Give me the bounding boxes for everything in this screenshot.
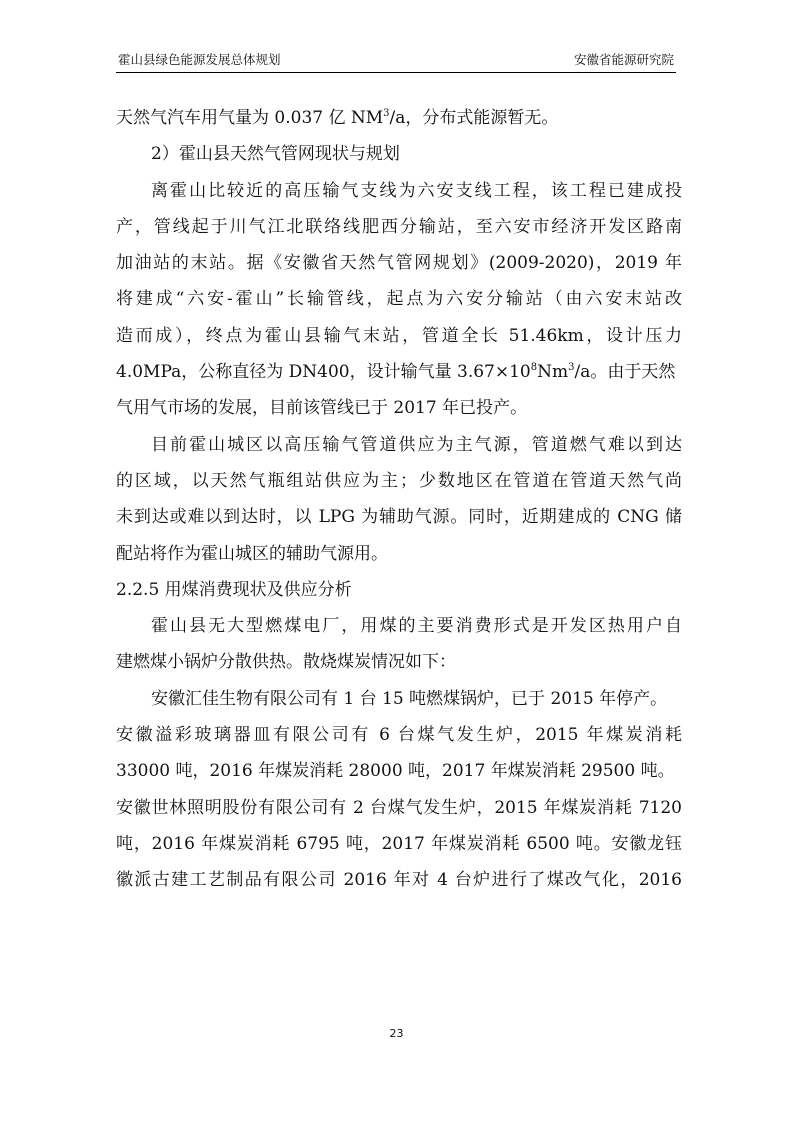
text-segment: Nm — [537, 362, 569, 383]
paragraph-line: 安徽汇佳生物有限公司有 1 台 15 吨燃煤锅炉，已于 2015 年停产。 — [151, 688, 668, 709]
paragraph-line: 造而成），终点为霍山县输气末站，管道全长 51.46km，设计压力 — [116, 325, 682, 346]
document-body — [116, 100, 682, 899]
paragraph-line: 配站将作为霍山城区的辅助气源用。 — [116, 543, 388, 564]
text-segment: 天然气汽车用气量为 0.037 亿 NM — [116, 108, 384, 128]
paragraph-line: 霍山县无大型燃煤电厂，用煤的主要消费形式是开发区热用户自 — [151, 616, 682, 637]
paragraph-line: 的区域，以天然气瓶组站供应为主；少数地区在管道在管道天然气尚 — [116, 470, 682, 491]
paragraph-line: 加油站的末站。据《安徽省天然气管网规划》(2009-2020)，2019 年 — [116, 253, 682, 274]
header-title: 霍山县绿色能源发展总体规划 — [118, 52, 281, 67]
paragraph-line: 离霍山比较近的高压输气支线为六安支线工程，该工程已建成投 — [151, 180, 682, 201]
paragraph-line — [116, 354, 682, 390]
paragraph-line: 安徽溢彩玻璃器皿有限公司有 6 台煤气发生炉，2015 年煤炭消耗 — [116, 725, 682, 746]
paragraph-line: 将建成“六安-霍山”长输管线，起点为六安分输站（由六安末站改 — [116, 289, 682, 310]
paragraph-line: 目前霍山城区以高压输气管道供应为主气源，管道燃气难以到达 — [151, 434, 682, 455]
text-segment: 4.0MPa，公称直径为 DN400，设计输气量 3.67×10 — [116, 362, 531, 383]
paragraph-line: 未到达或难以到达时，以 LPG 为辅助气源。同时，近期建成的 CNG 储 — [116, 507, 682, 528]
text-line — [116, 100, 682, 136]
paragraph-line: 建燃煤小锅炉分散供热。散烧煤炭情况如下： — [116, 652, 456, 673]
paragraph-line: 吨，2016 年煤炭消耗 6795 吨，2017 年煤炭消耗 6500 吨。安徽龙钰 — [116, 833, 682, 854]
paragraph-line: 气用气市场的发展，目前该管线已于 2017 年已投产。 — [116, 398, 528, 419]
page-header — [116, 50, 676, 73]
text-segment: /a。由于天然 — [574, 362, 676, 383]
superscript: 3 — [568, 362, 575, 374]
page-number: 23 — [389, 1027, 404, 1040]
text-segment: /a，分布式能源暂无。 — [389, 108, 559, 128]
paragraph-line: 33000 吨，2016 年煤炭消耗 28000 吨，2017 年煤炭消耗 29500 吨。 — [116, 761, 675, 782]
header-organization: 安徽省能源研究院 — [573, 52, 674, 67]
subsection-heading: 2）霍山县天然气管网现状与规划 — [151, 144, 400, 165]
superscript: 3 — [383, 108, 390, 119]
paragraph-line: 安徽世林照明股份有限公司有 2 台煤气发生炉，2015 年煤炭消耗 7120 — [116, 797, 682, 818]
section-heading: 2.2.5 用煤消费现状及供应分析 — [116, 579, 352, 600]
paragraph-line: 产，管线起于川气江北联络线肥西分输站，至六安市经济开发区路南 — [116, 216, 682, 237]
superscript: 8 — [530, 362, 538, 374]
paragraph-line: 徽派古建工艺制品有限公司 2016 年对 4 台炉进行了煤改气化，2016 — [116, 870, 682, 891]
